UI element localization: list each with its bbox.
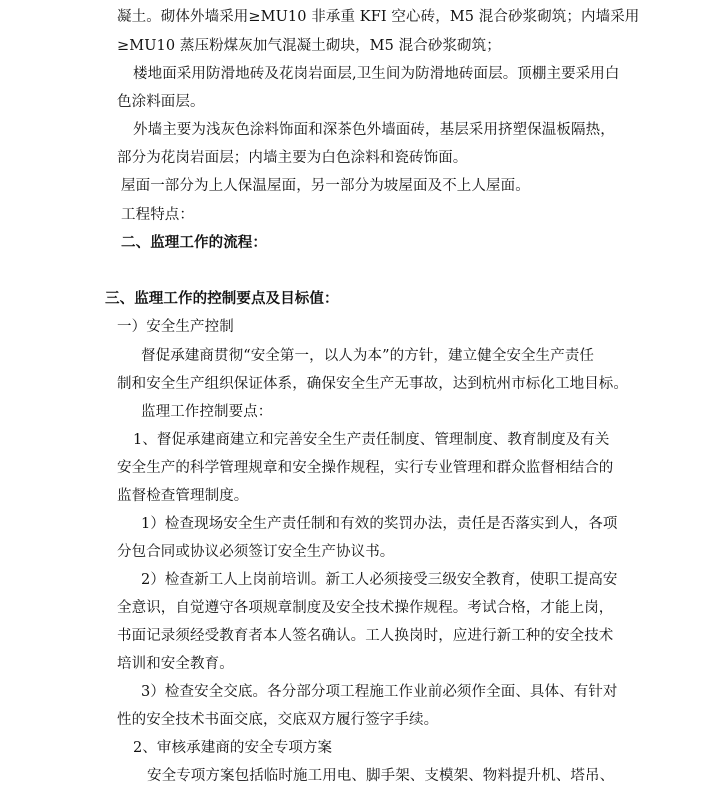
text-line-23: 培训和安全教育。 (117, 656, 234, 672)
text-line-25: 性的安全技术书面交底，交底双方履行签字手续。 (117, 712, 439, 728)
text-line-12: 督促承建商贯彻“安全第一，以人为本”的方针，建立健全安全生产责任 (141, 348, 595, 364)
text-line-14: 监理工作控制要点： (141, 404, 273, 420)
text-line-17: 监督检查管理制度。 (117, 488, 249, 504)
text-line-19: 分包合同或协议必须签订安全生产协议书。 (117, 544, 395, 560)
text-line-8: 工程特点： (121, 207, 194, 223)
subsection-heading-1: 一）安全生产控制 (117, 319, 234, 335)
section-heading-3: 三、监理工作的控制要点及目标值： (105, 290, 339, 307)
text-line-2: ≥MU10 蒸压粉煤灰加气混凝土砌块，M5 混合砂浆砌筑； (117, 38, 501, 54)
text-line-16: 安全生产的科学管理规章和安全操作规程，实行专业管理和群众监督相结合的 (117, 460, 614, 476)
text-line-20: 2）检查新工人上岗前培训。新工人必须接受三级安全教育，使职工提高安 (141, 572, 618, 588)
text-line-13: 制和安全生产组织保证体系，确保安全生产无事故，达到杭州市标化工地目标。 (117, 376, 628, 392)
subsection-heading-2: 2、审核承建商的安全专项方案 (133, 740, 333, 756)
text-line-22: 书面记录须经受教育者本人签名确认。工人换岗时，应进行新工种的安全技术 (117, 628, 614, 644)
text-line-7: 屋面一部分为上人保温屋面，另一部分为坡屋面及不上人屋面。 (121, 178, 530, 194)
text-line-24: 3）检查安全交底。各分部分项工程施工作业前必须作全面、具体、有针对 (141, 684, 618, 700)
text-line-27: 安全专项方案包括临时施工用电、脚手架、支模架、物料提升机、塔吊、 (147, 768, 615, 784)
text-line-4: 色涂料面层。 (117, 94, 205, 110)
text-line-15: 1、督促承建商建立和完善安全生产责任制度、管理制度、教育制度及有关 (133, 432, 610, 448)
text-line-6: 部分为花岗岩面层；内墙主要为白色涂料和瓷砖饰面。 (117, 150, 468, 166)
text-line-21: 全意识，自觉遵守各项规章制度及安全技术操作规程。考试合格，才能上岗， (117, 600, 614, 616)
section-heading-2: 二、监理工作的流程： (121, 234, 267, 251)
text-line-18: 1）检查现场安全生产责任制和有效的奖罚办法，责任是否落实到人，各项 (141, 516, 618, 532)
text-line-1: 凝土。砌体外墙采用≥MU10 非承重 KFI 空心砖，M5 混合砂浆砌筑；内墙采用 (117, 9, 640, 25)
text-line-3: 楼地面采用防滑地砖及花岗岩面层,卫生间为防滑地砖面层。顶棚主要采用白 (133, 66, 620, 82)
text-line-5: 外墙主要为浅灰色涂料饰面和深茶色外墙面砖，基层采用挤塑保温板隔热， (133, 122, 615, 138)
